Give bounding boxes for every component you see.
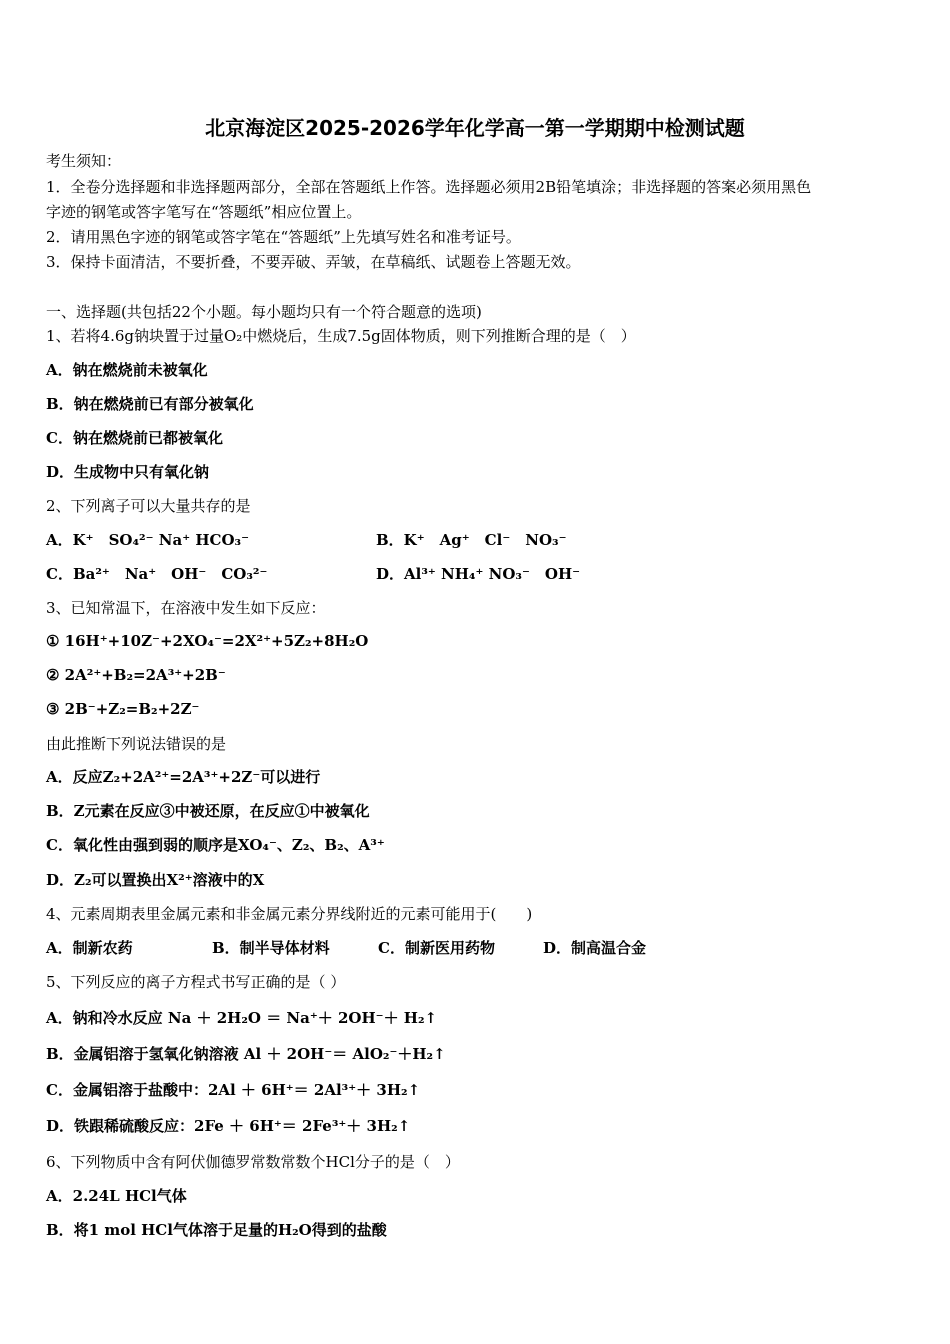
notice-heading: 考生须知： — [46, 152, 122, 170]
option: B．Z元素在反应③中被还原，在反应①中被氧化 — [46, 802, 370, 820]
option: A．2.24L HCl气体 — [46, 1187, 187, 1205]
option: A．K⁺ SO₄²⁻ Na⁺ HCO₃⁻ — [46, 531, 250, 549]
option: C．氧化性由强到弱的顺序是XO₄⁻、Z₂、B₂、A³⁺ — [46, 836, 385, 854]
option: C．Ba²⁺ Na⁺ OH⁻ CO₃²⁻ — [46, 565, 268, 583]
option: C．钠在燃烧前已都被氧化 — [46, 429, 223, 447]
option: B．K⁺ Ag⁺ Cl⁻ NO₃⁻ — [376, 531, 567, 549]
notice-item: 1．全卷分选择题和非选择题两部分，全部在答题纸上作答。选择题必须用2B铅笔填涂；非选择题的答案必须用黑色 — [46, 178, 812, 196]
question-stem: 6、下列物质中含有阿伏伽德罗常数常数个HCl分子的是（ ） — [46, 1153, 460, 1171]
question-stem: 3、已知常温下，在溶液中发生如下反应： — [46, 599, 326, 617]
option: A．制新农药 — [46, 939, 133, 957]
option: A．钠在燃烧前未被氧化 — [46, 361, 208, 379]
question-stem: 4、元素周期表里金属元素和非金属元素分界线附近的元素可能用于( ) — [46, 905, 533, 923]
notice-item: 字迹的钢笔或答字笔写在“答题纸”相应位置上。 — [46, 203, 362, 221]
option: B．制半导体材料 — [212, 939, 330, 957]
option: D．生成物中只有氧化钠 — [46, 463, 210, 481]
reaction: ① 16H⁺+10Z⁻+2XO₄⁻=2X²⁺+5Z₂+8H₂O — [46, 632, 369, 650]
option: D．铁跟稀硫酸反应：2Fe ＋ 6H⁺＝ 2Fe³⁺＋ 3H₂↑ — [46, 1117, 411, 1135]
option: A．钠和冷水反应 Na ＋ 2H₂O ＝ Na⁺＋ 2OH⁻＋ H₂↑ — [46, 1009, 438, 1027]
notice-item: 3．保持卡面清洁，不要折叠，不要弄破、弄皱，在草稿纸、试题卷上答题无效。 — [46, 253, 581, 271]
section-heading: 一、选择题(共包括22个小题。每小题均只有一个符合题意的选项) — [46, 303, 482, 321]
reaction: ③ 2B⁻+Z₂=B₂+2Z⁻ — [46, 700, 200, 718]
option: D．Al³⁺ NH₄⁺ NO₃⁻ OH⁻ — [376, 565, 581, 583]
option: B．钠在燃烧前已有部分被氧化 — [46, 395, 254, 413]
question-stem: 2、下列离子可以大量共存的是 — [46, 497, 251, 515]
option: C．制新医用药物 — [378, 939, 495, 957]
option: A．反应Z₂+2A²⁺=2A³⁺+2Z⁻可以进行 — [46, 768, 321, 786]
option: D．制高温合金 — [543, 939, 647, 957]
page-title: 北京海淀区2025-2026学年化学高一第一学期期中检测试题 — [205, 116, 745, 140]
question-stem: 5、下列反应的离子方程式书写正确的是（ ） — [46, 973, 346, 991]
option: C．金属铝溶于盐酸中：2Al ＋ 6H⁺＝ 2Al³⁺＋ 3H₂↑ — [46, 1081, 421, 1099]
question-substem: 由此推断下列说法错误的是 — [46, 735, 227, 753]
notice-item: 2．请用黑色字迹的钢笔或答字笔在“答题纸”上先填写姓名和准考证号。 — [46, 228, 521, 246]
option: D．Z₂可以置换出X²⁺溶液中的X — [46, 871, 265, 889]
option: B．金属铝溶于氢氧化钠溶液 Al ＋ 2OH⁻＝ AlO₂⁻＋H₂↑ — [46, 1045, 446, 1063]
reaction: ② 2A²⁺+B₂=2A³⁺+2B⁻ — [46, 666, 226, 684]
question-stem: 1、若将4.6g钠块置于过量O₂中燃烧后，生成7.5g固体物质，则下列推断合理的是（ ） — [46, 327, 636, 345]
option: B．将1 mol HCl气体溶于足量的H₂O得到的盐酸 — [46, 1221, 387, 1239]
